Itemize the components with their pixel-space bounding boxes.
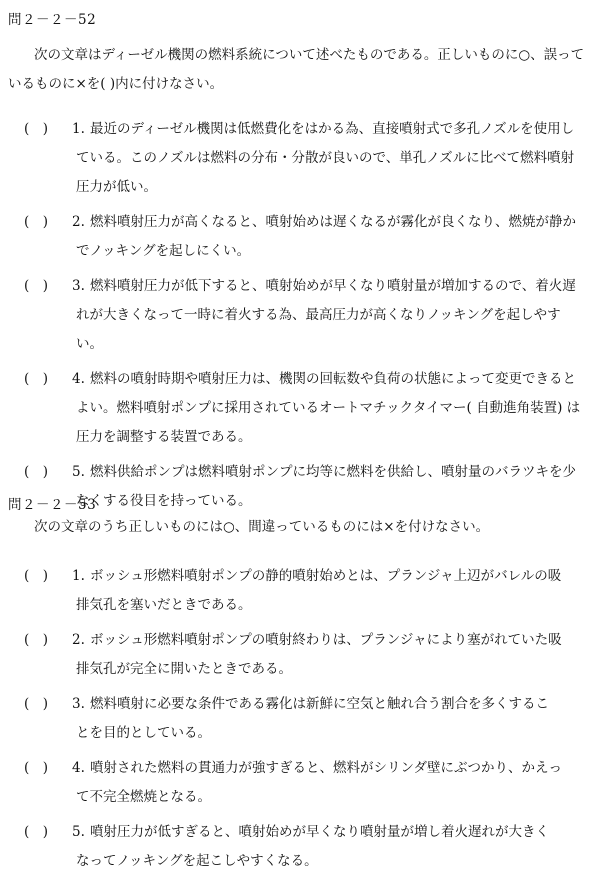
item-text: ボッシュ形燃料噴射ポンプの噴射終わりは、プランジャにより塞がれていた吸排気孔が完全に開いたときである。 xyxy=(76,632,562,677)
item-text: 燃料噴射圧力が低下すると、噴射始めが早くなり噴射量が増加するので、着火遅れが大きくなって一時に着火する為、最高圧力が高くなりノッキングを起しやすい。 xyxy=(76,278,576,352)
answer-blank[interactable]: ( ) xyxy=(24,824,49,840)
list-item xyxy=(0,115,600,202)
item-number: 2. xyxy=(72,214,85,230)
list-item xyxy=(0,272,600,359)
item-text: 噴射された燃料の貫通力が強すぎると、燃料がシリンダ壁にぶつかり、かえって不完全燃焼となる。 xyxy=(76,760,562,805)
answer-blank[interactable]: ( ) xyxy=(24,278,49,294)
item-text: 燃料供給ポンプは燃料噴射ポンプに均等に燃料を供給し、噴射量のバラツキを少なくする役目を持っている。 xyxy=(76,464,576,509)
question-52-instruction: 次の文章はディーゼル機関の燃料系統について述べたものである。正しいものに○、誤っているものに×を( )内に付けなさい。 xyxy=(8,47,585,92)
item-number: 4. xyxy=(72,371,85,387)
question-53-items xyxy=(0,562,600,882)
item-number: 3. xyxy=(72,278,85,294)
item-text: 最近のディーゼル機関は低燃費化をはかる為、直接噴射式で多孔ノズルを使用している。このノズルは燃料の分布・分散が良いので、単孔ノズルに比べて燃料噴射圧力が低い。 xyxy=(76,121,575,195)
answer-blank[interactable]: ( ) xyxy=(24,371,49,387)
item-number: 2. xyxy=(72,632,85,648)
answer-blank[interactable]: ( ) xyxy=(24,760,49,776)
answer-blank[interactable]: ( ) xyxy=(24,121,49,137)
question-52-label: 問２－２－52 xyxy=(8,12,97,28)
list-item xyxy=(0,562,600,620)
question-53-label: 問２－２－53 xyxy=(8,497,97,513)
answer-blank[interactable]: ( ) xyxy=(24,464,49,480)
answer-blank[interactable]: ( ) xyxy=(24,696,49,712)
list-item xyxy=(0,754,600,812)
item-text: 燃料噴射圧力が高くなると、噴射始めは遅くなるが霧化が良くなり、燃焼が静かでノッキングを起しにくい。 xyxy=(76,214,576,259)
list-item xyxy=(0,365,600,452)
list-item xyxy=(0,818,600,876)
answer-blank[interactable]: ( ) xyxy=(24,632,49,648)
list-item xyxy=(0,208,600,266)
item-number: 1. xyxy=(72,568,85,584)
item-number: 5. xyxy=(72,464,85,480)
item-number: 1. xyxy=(72,121,85,137)
item-number: 5. xyxy=(72,824,85,840)
answer-blank[interactable]: ( ) xyxy=(24,568,49,584)
list-item xyxy=(0,690,600,748)
item-number: 3. xyxy=(72,696,85,712)
item-number: 4. xyxy=(72,760,85,776)
item-text: ボッシュ形燃料噴射ポンプの静的噴射始めとは、プランジャ上辺がバレルの吸排気孔を塞いだときである。 xyxy=(76,568,562,613)
question-53-instruction: 次の文章のうち正しいものには○、間違っているものには×を付けなさい。 xyxy=(34,519,490,535)
answer-blank[interactable]: ( ) xyxy=(24,214,49,230)
question-52-items xyxy=(0,115,600,522)
item-text: 燃料の噴射時期や噴射圧力は、機関の回転数や負荷の状態によって変更できるとよい。燃料噴射ポンプに採用されているオートマチックタイマー( 自動進角装置) は圧力を調整する装置である。 xyxy=(76,371,581,445)
item-text: 燃料噴射に必要な条件である霧化は新鮮に空気と触れ合う割合を多くすることを目的としている。 xyxy=(76,696,549,741)
list-item xyxy=(0,626,600,684)
item-text: 噴射圧力が低すぎると、噴射始めが早くなり噴射量が増し着火遅れが大きくなってノッキングを起こしやすくなる。 xyxy=(76,824,549,869)
